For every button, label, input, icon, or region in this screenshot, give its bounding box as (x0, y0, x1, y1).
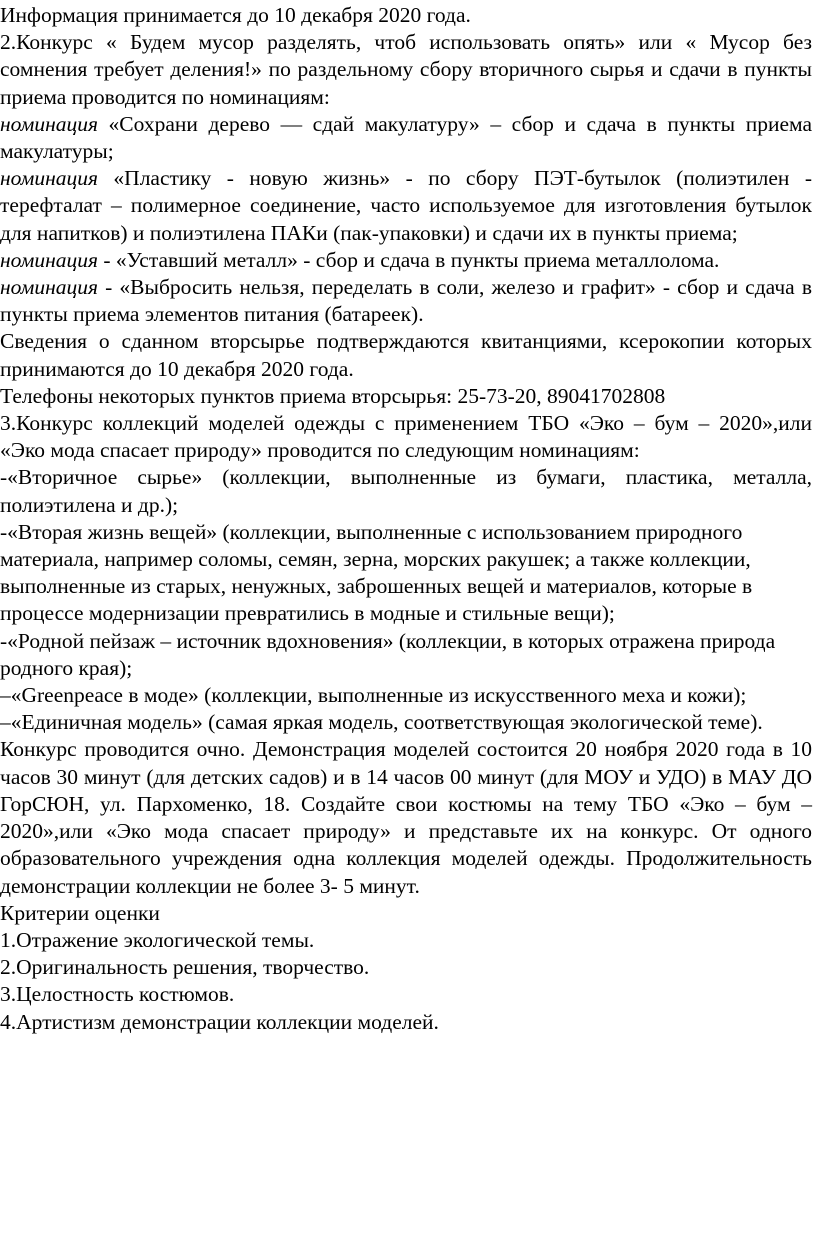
contest2-intro: 2.Конкурс « Будем мусор разделять, чтоб использовать опять» или « Мусор без сомнения требует деления!» по раздельному сбору вторичного сырья и сдачи в пункты приема проводится по номинациям: (0, 30, 812, 109)
nomination-text: «Сохрани дерево — сдай макулатуру» – сбор и сдача в пункты приема макулатуры; (0, 111, 812, 164)
criteria-item-3: 3.Целостность костюмов. (0, 982, 235, 1007)
criteria-heading: Критерии оценки (0, 900, 160, 925)
criteria-item-4: 4.Артистизм демонстрации коллекции моделей. (0, 1009, 439, 1034)
criteria-item-2: 2.Оригинальность решения, творчество. (0, 955, 370, 980)
contest3-nomination-3: -«Родной пейзаж – источник вдохновения» (коллекции, в которых отражена природа родного края); (0, 628, 776, 680)
nomination-word: номинация (0, 166, 98, 191)
nomination-text: - «Уставший металл» - сбор и сдача в пункты приема металлолома. (97, 247, 720, 272)
contest3-nomination-4: –«Greenpeace в моде» (коллекции, выполненные из искусственного меха и кожи); (0, 683, 747, 708)
nomination-word: номинация (0, 111, 98, 136)
deadline-note: Информация принимается до 10 декабря 2020 года. (0, 3, 471, 27)
contest3-nomination-1: -«Вторичное сырье» (коллекции, выполненные из бумаги, пластика, металла, полиэтилена и др.); (0, 465, 812, 517)
criteria-item-1: 1.Отражение экологической темы. (0, 927, 315, 952)
contest2-nomination-4 (0, 274, 812, 328)
nomination-text: - «Выбросить нельзя, переделать в соли, железо и графит» - сбор и сдача в пункты приема элементов питания (батареек). (0, 275, 812, 327)
contest2-receipts: Сведения о сданном вторсырье подтверждаются квитанциями, ксерокопии которых принимаются до 10 декабря 2020 года. (0, 329, 812, 381)
nomination-word: номинация (0, 275, 98, 300)
contest3-nomination-5: –«Единичная модель» (самая яркая модель, соответствующая экологической теме). (0, 710, 763, 735)
nomination-word: номинация (0, 247, 98, 272)
nomination-text: «Пластику - новую жизнь» - по сбору ПЭТ-бутылок (полиэтилен - терефталат – полимерное соединение, часто используемое для изготовления бутылок для напитков) и полиэтилена ПАКи (пак-упаковки) и сдачи их в пункты приема; (0, 166, 812, 245)
contest2-nomination-2 (0, 165, 812, 247)
contest3-nomination-2: -«Вторая жизнь вещей» (коллекции, выполненные с использованием природного материала, например соломы, семян, зерна, морских ракушек; а также коллекции, выполненные из старых, ненужных, заброшенных вещей и материалов, которые в процессе модернизации превратились в модные и стильные вещи); (0, 519, 753, 626)
contest3-details: Конкурс проводится очно. Демонстрация моделей состоится 20 ноября 2020 года в 10 часов 30 минут (для детских садов) и в 14 часов 00 минут (для МОУ и УДО) в МАУ ДО ГорСЮН, ул. Пархоменко, 18. Создайте свои костюмы на тему ТБО «Эко – бум – 2020»,или «Эко мода спасает природу» и представьте их на конкурс. От одного образовательного учреждения одна коллекция моделей одежды. Продолжительность демонстрации коллекции не более 3- 5 минут. (0, 737, 812, 898)
contest2-nomination-1 (0, 111, 812, 165)
document-page (0, 2, 812, 1036)
contest2-nomination-3 (0, 247, 812, 274)
contest2-phones: Телефоны некоторых пунктов приема вторсырья: 25-73-20, 89041702808 (0, 383, 666, 408)
contest3-intro: 3.Конкурс коллекций моделей одежды с применением ТБО «Эко – бум – 2020»,или «Эко мода спасает природу» проводится по следующим номинациям: (0, 411, 812, 463)
